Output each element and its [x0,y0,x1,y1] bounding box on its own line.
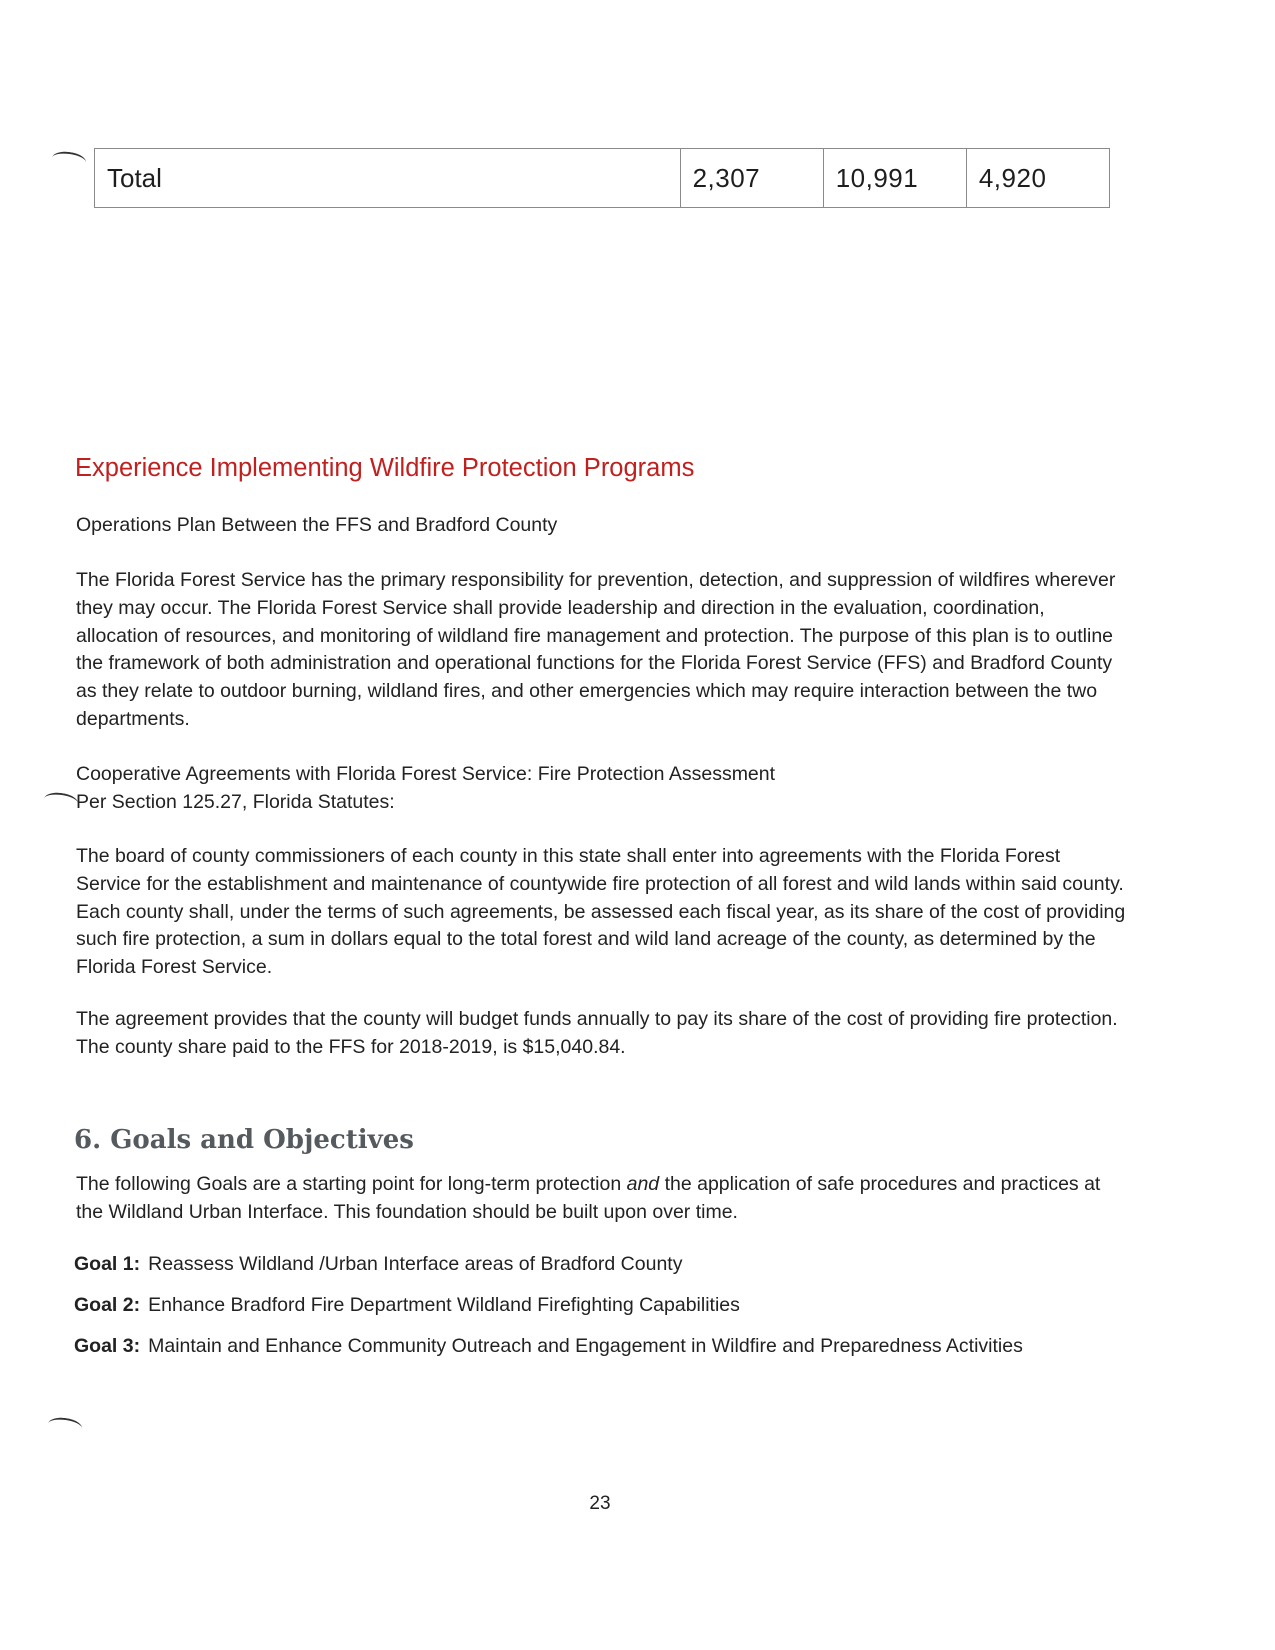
cooperative-agreements-line: Cooperative Agreements with Florida Forest Service: Fire Protection Assessment [76,763,776,785]
total-value-cell: 2,307 [680,149,823,208]
operations-plan-paragraph: The Florida Forest Service has the primary responsibility for prevention, detection, and suppression of wildfires wherever they may occur. The Florida Forest Service shall provide leadership and direction in the evaluation, coordination, allocation of resources, and monitoring of wildland fire management and protection. The purpose of this plan is to outline the framework of both administration and operational functions for the Florida Forest Service (FFS) and Bradford County as they relate to outdoor burning, wildland fires, and other emergencies which may require interaction between the two departments. [76,569,1116,730]
table-row [95,149,1110,208]
goal-text: Maintain and Enhance Community Outreach and Engagement in Wildfire and Preparedness Activities [148,1335,1023,1357]
goal-item [74,1253,682,1276]
goal-item [74,1294,740,1317]
goal-text: Enhance Bradford Fire Department Wildland Firefighting Capabilities [148,1294,740,1316]
binder-hole-mark-top [51,150,87,171]
total-value-cell: 10,991 [823,149,966,208]
section-heading-experience: Experience Implementing Wildfire Protection Programs [75,454,695,482]
binder-hole-mark-middle [43,791,79,812]
goals-section-heading: 6. Goals and Objectives [74,1125,414,1155]
goals-intro-text: The following Goals are a starting point for long-term protection [76,1173,627,1195]
total-value-cell: 4,920 [966,149,1109,208]
goals-intro-paragraph [76,1171,1126,1227]
agreement-paragraph: The agreement provides that the county will budget funds annually to pay its share of the cost of providing fire protection. The county share paid to the FFS for 2018-2019, is $15,040.84. [76,1008,1118,1058]
goals-intro-emphasis: and [626,1173,660,1195]
goal-label: Goal 2: [74,1294,141,1316]
goals-intro-text: the application of safe procedures and practices at the Wildland Urban Interface. This foundation should be built upon over time. [76,1173,1101,1223]
goal-label: Goal 3: [74,1335,141,1357]
totals-table [94,148,1110,208]
operations-plan-subheading: Operations Plan Between the FFS and Bradford County [76,514,558,536]
binder-hole-mark-bottom [47,1416,83,1437]
page-number: 23 [589,1493,611,1514]
goal-label: Goal 1: [74,1253,141,1275]
statute-reference-line: Per Section 125.27, Florida Statutes: [76,791,395,813]
total-label-cell: Total [95,149,681,208]
goal-item [74,1335,1023,1358]
statute-paragraph: The board of county commissioners of each county in this state shall enter into agreements with the Florida Forest Service for the establishment and maintenance of countywide fire protection of all forest and wild lands within said county. Each county shall, under the terms of such agreements, be assessed each fiscal year, as its share of the cost of providing such fire protection, a sum in dollars equal to the total forest and wild land acreage of the county, as determined by the Florida Forest Service. [76,845,1126,979]
goal-text: Reassess Wildland /Urban Interface areas of Bradford County [148,1253,683,1275]
